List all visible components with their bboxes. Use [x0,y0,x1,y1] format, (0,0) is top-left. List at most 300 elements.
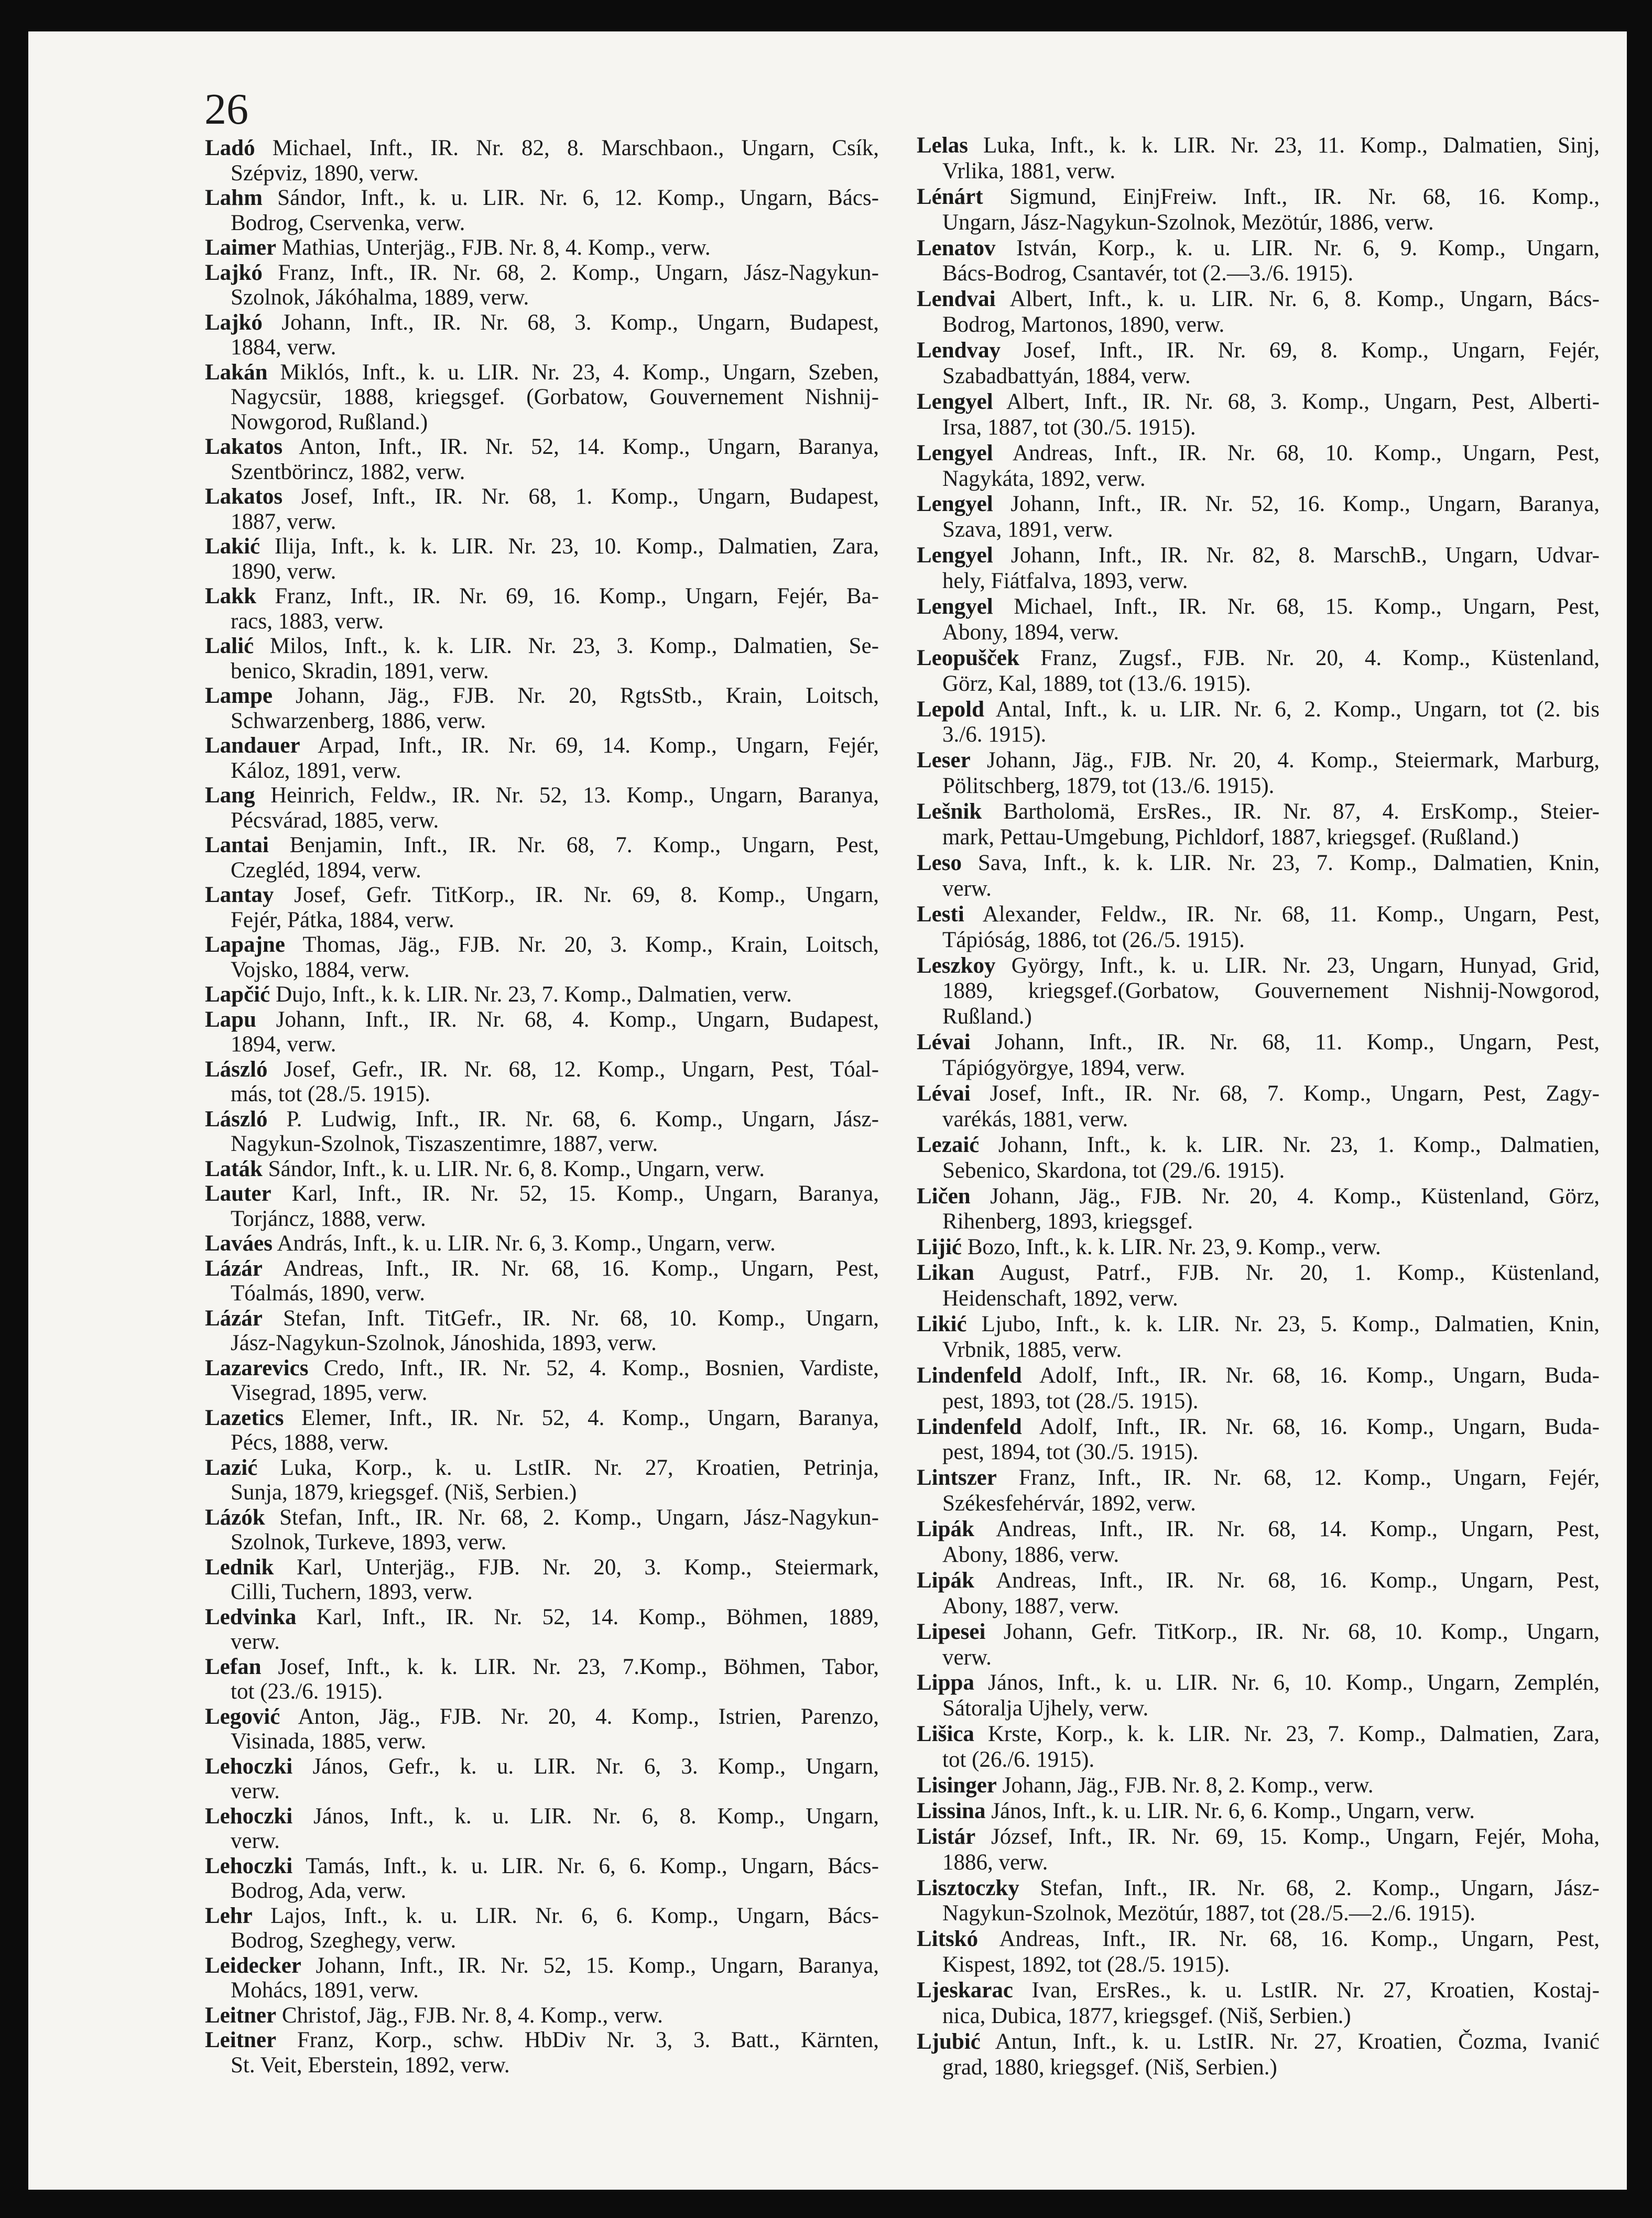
entry-name: Lendvai [917,287,996,312]
entry-text: Stefan, Inft., IR. Nr. 68, 2. Komp., Ungarn, Jász- [1019,1875,1600,1900]
entry-text: Szabadbattyán, 1884, verw. [942,364,1191,389]
entry-text: Alexander, Feldw., IR. Nr. 68, 11. Komp., Ungarn, Pest, [964,901,1600,927]
entry [205,2003,879,2028]
entry [917,1670,1600,1722]
entry [205,1804,879,1854]
entry-text: Mohács, 1891, verw. [231,1978,419,2003]
entry-line [205,410,879,435]
entry-line [917,569,1600,594]
entry-line [205,1007,879,1032]
entry-line [205,484,879,509]
entry-line [917,312,1600,338]
entry-text: grad, 1880, kriegsgef. (Niš, Serbien.) [942,2054,1277,2080]
entry-text: Antun, Inft., k. u. LstIR. Nr. 27, Kroatien, Čozma, Ivanić [980,2029,1600,2054]
entry-text: verw. [231,1779,280,1803]
entry-line [205,285,879,310]
entry-line [205,509,879,535]
entry-text: mark, Pettau-Umgebung, Pichldorf, 1887, kriegsgef. (Rußland.) [942,825,1519,850]
entry-line [917,210,1600,236]
entry [917,851,1600,902]
entry-line [917,415,1600,441]
entry-line [917,774,1600,799]
entry-line [205,1132,879,1157]
entry-name: Lengyel [917,492,993,517]
entry-text: August, Patrf., FJB. Nr. 20, 1. Komp., Küstenland, [974,1260,1600,1286]
entry-line [205,1978,879,2003]
entry-name: Lissina [917,1798,986,1823]
entry-text: Josef, Inft., IR. Nr. 69, 8. Komp., Ungarn, Fejér, [1001,338,1600,363]
entry-text: János, Inft., k. u. LIR. Nr. 6, 10. Komp., Ungarn, Zemplén, [974,1670,1600,1695]
entry-name: Lajkó [205,260,263,285]
entry-text: Heinrich, Feldw., IR. Nr. 52, 13. Komp., Ungarn, Baranya, [255,783,879,808]
entry-text: Arpad, Inft., IR. Nr. 69, 14. Komp., Ungarn, Fejér, [300,733,879,758]
entry [205,1007,879,1057]
entry-line [917,133,1600,159]
entry-line [205,1306,879,1331]
entry-line [917,1619,1600,1645]
entry-text: Johann, Jäg., FJB. Nr. 8, 2. Komp., verw. [996,1773,1374,1798]
entry [917,287,1600,338]
entry-line [205,683,879,709]
entry-name: Leszkoy [917,953,996,978]
entry [917,1568,1600,1619]
entry-name: Lipák [917,1517,974,1542]
entry-text: Szépviz, 1890, verw. [231,160,419,186]
entry-text: Luka, Inft., k. k. LIR. Nr. 23, 11. Komp., Dalmatien, Sinj, [968,133,1600,158]
entry-line [205,2053,879,2078]
entry-name: Lezaić [917,1132,980,1157]
entry-line [205,1181,879,1206]
entry-text: Rihenberg, 1893, kriegsgef. [942,1209,1193,1234]
entry-line [917,953,1600,979]
entry-name: László [205,1057,268,1082]
entry-line [205,1804,879,1829]
entry-name: Lengyel [917,389,993,414]
entry [917,338,1600,389]
entry-name: Lázár [205,1306,263,1331]
entry-text: Bodrog, Szeghegy, verw. [231,1928,457,1953]
entry-text: tot (23./6. 1915). [231,1679,383,1704]
entry-line [917,1952,1600,1978]
entry [205,434,879,484]
entry-line [205,434,879,460]
entry-text: Jász-Nagykun-Szolnok, Jánoshida, 1893, verw. [231,1331,657,1355]
entry-line [205,783,879,808]
entry-text: verw. [231,1629,280,1654]
entry-line [917,1158,1600,1184]
entry [205,1505,879,1555]
entry-text: Káloz, 1891, verw. [231,758,401,783]
entry [917,1030,1600,1081]
entry-line [205,1754,879,1779]
entry-text: Stefan, Inft., IR. Nr. 68, 2. Komp., Ungarn, Jász-Nagykun- [265,1505,879,1530]
entry [205,1181,879,1231]
entry-line [205,360,879,385]
entry-name: Listár [917,1824,976,1849]
entry-name: Lázók [205,1505,265,1530]
entry-text: Josef, Gefr. TitKorp., IR. Nr. 69, 8. Komp., Ungarn, [274,883,879,907]
entry-text: Bodrog, Ada, verw. [231,1878,407,1903]
entry-line [917,1568,1600,1594]
entry-name: Lišica [917,1722,974,1747]
entry-line [917,236,1600,262]
entry [917,748,1600,799]
entry-line [205,211,879,236]
entry-text: Christof, Jäg., FJB. Nr. 8, 4. Komp., verw. [276,2003,663,2028]
entry-line [917,825,1600,851]
entry-name: Lippa [917,1670,974,1695]
entry-text: Adolf, Inft., IR. Nr. 68, 16. Komp., Ungarn, Buda- [1021,1414,1600,1439]
entry-text: Luka, Korp., k. u. LstIR. Nr. 27, Kroatien, Petrinja, [257,1455,879,1480]
entry-line [917,1927,1600,1952]
entry-text: Sigmund, EinjFreiw. Inft., IR. Nr. 68, 16. Komp., [983,184,1600,209]
entry-text: Nowgorod, Rußland.) [231,409,428,434]
entry [917,236,1600,287]
entry-text: Johann, Gefr. TitKorp., IR. Nr. 68, 10. Komp., Ungarn, [985,1619,1600,1644]
entry [205,2028,879,2078]
entry-text: Albert, Inft., IR. Nr. 68, 3. Komp., Ungarn, Pest, Alberti- [993,389,1600,414]
entry [205,733,879,783]
entry-text: Sándor, Inft., k. u. LIR. Nr. 6, 12. Komp., Ungarn, Bács- [262,186,879,210]
entry-name: Likan [917,1260,974,1286]
entry-name: Lehoczki [205,1754,293,1779]
entry-line [917,2004,1600,2029]
entry-text: Thomas, Jäg., FJB. Nr. 20, 3. Komp., Krain, Loitsch, [285,932,879,957]
entry-text: Michael, Inft., IR. Nr. 82, 8. Marschbaon., Ungarn, Csík, [255,136,879,160]
entry-line [205,2003,879,2028]
entry-text: Johann, Inft., IR. Nr. 68, 4. Komp., Ungarn, Budapest, [256,1007,879,1032]
entry-line [917,1389,1600,1415]
entry [205,1306,879,1356]
entry-name: Lénárt [917,184,983,209]
entry-text: verw. [942,1645,992,1670]
entry-name: Landauer [205,733,300,758]
entry-text: Heidenschaft, 1892, verw. [942,1286,1178,1311]
entry-line [205,1256,879,1281]
entry-name: Litskó [917,1927,979,1952]
entry-name: Laváes [205,1231,273,1256]
entry-name: Leser [917,748,971,773]
entry-line [917,902,1600,928]
entry-name: Lendvay [917,338,1001,363]
entry-name: Lehr [205,1903,253,1928]
entry-line [917,1747,1600,1773]
entry-text: Bács-Bodrog, Csantavér, tot (2.—3./6. 1915). [942,261,1354,286]
entry [205,235,879,260]
entry-text: Johann, Jäg., FJB. Nr. 20, RgtsStb., Krain, Loitsch, [273,683,879,708]
entry-line [917,2029,1600,2055]
entry [917,1722,1600,1773]
entry-line [205,758,879,784]
entry [205,260,879,310]
entry-line [917,1209,1600,1235]
entry-name: Ljubić [917,2029,981,2054]
entry-line [917,1004,1600,1030]
entry-text: Székesfehérvár, 1892, verw. [942,1491,1196,1516]
entry-name: Leopušček [917,645,1019,670]
entry-name: Legović [205,1704,280,1729]
entry-text: Ljubo, Inft., k. k. LIR. Nr. 23, 5. Komp., Dalmatien, Knin, [966,1311,1600,1336]
entry [917,1081,1600,1133]
entry-name: Leitner [205,2003,277,2028]
entry-text: Szava, 1891, verw. [942,517,1113,542]
entry [205,1605,879,1655]
entry-line [917,1645,1600,1671]
entry-name: Lampe [205,683,273,708]
entry-text: Kispest, 1892, tot (28./5. 1915). [942,1952,1230,1977]
entry-line [917,1440,1600,1465]
entry-text: Sunja, 1879, kriegsgef. (Niš, Serbien.) [231,1480,577,1505]
entry [917,1517,1600,1568]
entry-text: Visegrad, 1895, verw. [231,1380,428,1405]
entry-text: Josef, Inft., IR. Nr. 68, 1. Komp., Ungarn, Budapest, [282,484,879,509]
entry-line [205,808,879,833]
entry-line [205,1157,879,1182]
entry-line [917,1594,1600,1619]
entry-text: Ilija, Inft., k. k. LIR. Nr. 23, 10. Komp., Dalmatien, Zara, [260,534,879,559]
entry-name: Lapčić [205,982,270,1007]
entry-text: Johann, Inft., IR. Nr. 52, 16. Komp., Ungarn, Baranya, [993,492,1600,517]
entry [205,1655,879,1704]
entry-line [205,1331,879,1356]
entry [917,953,1600,1030]
entry-name: Lapu [205,1007,257,1032]
entry [917,1133,1600,1184]
entry [205,484,879,534]
entry-name: Leitner [205,2028,277,2052]
entry-line [917,1312,1600,1338]
entry-line [205,310,879,335]
entry-text: Mathias, Unterjäg., FJB. Nr. 8, 4. Komp., verw. [276,235,711,260]
entry [205,1904,879,1953]
entry-text: Franz, Zugsf., FJB. Nr. 20, 4. Komp., Küstenland, [1019,645,1600,670]
entry-name: Ljeskarac [917,1978,1013,2003]
entry-line [917,1901,1600,1927]
entry-line [917,646,1600,671]
entry-line [205,1878,879,1904]
entry [917,543,1600,594]
entry-line [205,186,879,211]
entry-line [917,978,1600,1004]
entry-line [917,1465,1600,1491]
entry [917,1260,1600,1312]
entry-text: Johann, Inft., IR. Nr. 82, 8. MarschB., Ungarn, Udvar- [993,543,1600,568]
entry-text: Franz, Korp., schw. HbDiv Nr. 3, 3. Batt., Kärnten, [276,2028,879,2052]
entry-text: Stefan, Inft. TitGefr., IR. Nr. 68, 10. Komp., Ungarn, [262,1306,879,1331]
page-number: 26 [204,85,248,134]
entry-name: Lantay [205,883,274,907]
entry-text: József, Inft., IR. Nr. 69, 15. Komp., Ungarn, Fejér, Moha, [975,1824,1600,1849]
right-column [917,133,1600,2081]
entry-text: Ungarn, Jász-Nagykun-Szolnok, Mezötúr, 1886, verw. [942,210,1434,235]
entry-text: Abony, 1886, verw. [942,1542,1120,1567]
entry-name: Lepold [917,697,985,722]
entry-name: Laták [205,1156,263,1181]
entry-name: Lengyel [917,440,993,465]
entry-text: Andreas, Inft., IR. Nr. 68, 16. Komp., Ungarn, Pest, [978,1927,1600,1952]
entry-line [917,1081,1600,1107]
entry [917,1619,1600,1671]
entry-line [917,364,1600,389]
entry [205,584,879,634]
entry [917,1312,1600,1363]
entry-line [917,466,1600,492]
entry-text: Nagycsür, 1888, kriegsgef. (Gorbatow, Gouvernement Nishnij- [231,385,879,409]
entry-name: Lakán [205,360,268,385]
entry-name: Lévai [917,1081,971,1106]
entry-line [917,1107,1600,1133]
entry-text: Johann, Jäg., FJB. Nr. 20, 4. Komp., Küstenland, Görz, [970,1183,1600,1209]
entry-line [917,851,1600,876]
entry-name: Lévai [917,1030,971,1055]
entry [917,441,1600,492]
entry [917,184,1600,236]
entry-text: Benjamin, Inft., IR. Nr. 68, 7. Komp., Ungarn, Pest, [268,833,879,857]
entry-text: Vrlika, 1881, verw. [942,158,1116,183]
entry-line [917,543,1600,569]
entry-text: Johann, Inft., IR. Nr. 68, 3. Komp., Ungarn, Budapest, [262,310,879,335]
entry-name: Lázár [205,1256,263,1281]
entry-text: Josef, Inft., IR. Nr. 68, 7. Komp., Ungarn, Pest, Zagy- [970,1081,1600,1106]
entry [205,1406,879,1455]
entry [917,1465,1600,1517]
entry-name: Leidecker [205,1953,301,1978]
entry-line [205,1430,879,1455]
entry-line [917,1491,1600,1517]
entry-text: Pécs, 1888, verw. [231,1430,389,1455]
entry [917,492,1600,543]
entry-text: nica, Dubica, 1877, kriegsgef. (Niš, Serbien.) [942,2004,1351,2029]
entry-text: Tóalmás, 1890, verw. [231,1281,425,1306]
entry-line [917,1235,1600,1260]
entry-line [205,1082,879,1107]
entry-line [205,1704,879,1730]
entry-line [917,1722,1600,1747]
entry-text: más, tot (28./5. 1915). [231,1082,430,1106]
entry-text: György, Inft., k. u. LIR. Nr. 23, Ungarn, Hunyad, Grid, [995,953,1600,978]
entry-text: 1890, verw. [231,559,336,584]
entry [917,1415,1600,1466]
entry-text: Bozo, Inft., k. k. LIR. Nr. 23, 9. Komp., verw. [961,1235,1381,1260]
entry-name: Lahm [205,186,263,210]
entry-text: Sándor, Inft., k. u. LIR. Nr. 6, 8. Komp., Ungarn, verw. [262,1156,765,1181]
entry-text: Szolnok, Turkeve, 1893, verw. [231,1530,507,1554]
entry-line [917,1030,1600,1056]
entry-name: Lelas [917,133,968,158]
entry [205,1704,879,1754]
entry-text: Bodrog, Cservenka, verw. [231,210,465,235]
entry-line [205,584,879,609]
entry-name: Lesti [917,901,964,927]
entry-line [205,908,879,933]
entry-line [205,1854,879,1879]
entry [205,683,879,733]
entry [917,1773,1600,1799]
entry-line [205,559,879,584]
entry-line [917,722,1600,748]
entry-name: Lisinger [917,1773,997,1798]
entry [917,1927,1600,1978]
entry-line [917,928,1600,953]
entry [205,1157,879,1182]
entry-line [917,1850,1600,1876]
entry-line [205,958,879,983]
entry-text: Milos, Inft., k. k. LIR. Nr. 23, 3. Komp., Dalmatien, Se- [254,634,879,658]
entry-line [917,1056,1600,1081]
entry-text: Görz, Kal, 1889, tot (13./6. 1915). [942,671,1251,696]
entry-line [205,1580,879,1605]
entry-line [917,1978,1600,2004]
entry [917,1799,1600,1824]
entry-text: Karl, Inft., IR. Nr. 52, 15. Komp., Ungarn, Baranya, [271,1181,879,1206]
entry-text: Torjáncz, 1888, verw. [231,1206,426,1231]
entry-line [205,733,879,758]
entry-text: 1884, verw. [231,335,336,360]
entry-text: Johann, Inft., IR. Nr. 68, 11. Komp., Ungarn, Pest, [970,1030,1600,1055]
entry-line [917,1184,1600,1210]
entry-text: Czegléd, 1894, verw. [231,857,421,883]
entry-line [205,709,879,734]
entry-text: János, Inft., k. u. LIR. Nr. 6, 8. Komp., Ungarn, [292,1803,879,1829]
entry-line [917,389,1600,415]
entry-text: Vrbnik, 1885, verw. [942,1337,1122,1362]
entry-line [205,1206,879,1232]
entry [917,1363,1600,1415]
entry-line [917,748,1600,774]
entry-line [205,833,879,858]
entry [917,646,1600,697]
entry-line [205,1953,879,1978]
entry-name: Lipák [917,1568,974,1593]
entry-name: Lauter [205,1181,271,1206]
entry-text: Miklós, Inft., k. u. LIR. Nr. 23, 4. Komp., Ungarn, Szeben, [267,360,879,385]
entry-text: Johann, Inft., IR. Nr. 52, 15. Komp., Ungarn, Baranya, [301,1953,879,1978]
entry-text: Andreas, Inft., IR. Nr. 68, 10. Komp., Ungarn, Pest, [993,440,1600,465]
entry-name: Lehoczki [205,1853,293,1878]
entry-text: Tápióság, 1886, tot (26./5. 1915). [942,927,1245,952]
entry-text: Rußland.) [942,1004,1032,1029]
entry [205,783,879,833]
entry-text: Josef, Gefr., IR. Nr. 68, 12. Komp., Ungarn, Pest, Tóal- [267,1057,879,1082]
entry-text: Johann, Jäg., FJB. Nr. 20, 4. Komp., Steiermark, Marburg, [970,748,1600,773]
entry-line [205,235,879,260]
entry-text: 1887, verw. [231,509,336,534]
entry-name: Lešnik [917,799,982,824]
entry-line [917,876,1600,902]
entry-line [917,1363,1600,1389]
entry-line [205,1555,879,1580]
entry-text: Tápiógyörgye, 1894, verw. [942,1056,1186,1081]
entry-line [205,1729,879,1754]
entry [205,1455,879,1505]
entry-name: Lednik [205,1554,274,1580]
entry-line [917,1133,1600,1158]
entry-text: Bartholomä, ErsRes., IR. Nr. 87, 4. ErsKomp., Steier- [982,799,1600,824]
entry-line [917,1338,1600,1363]
entry-text: Franz, Inft., IR. Nr. 68, 12. Komp., Ungarn, Fejér, [996,1465,1600,1491]
entry-name: Lintszer [917,1465,997,1491]
entry-line [205,1679,879,1704]
entry [917,389,1600,441]
entry-line [205,1057,879,1082]
entry-name: Lakatos [205,484,283,509]
entry-text: Visinada, 1885, verw. [231,1729,427,1754]
entry-line [917,799,1600,825]
entry-text: 1886, verw. [942,1850,1048,1875]
entry-line [205,1629,879,1655]
entry-text: Irsa, 1887, tot (30./5. 1915). [942,415,1196,440]
entry-line [205,1406,879,1431]
